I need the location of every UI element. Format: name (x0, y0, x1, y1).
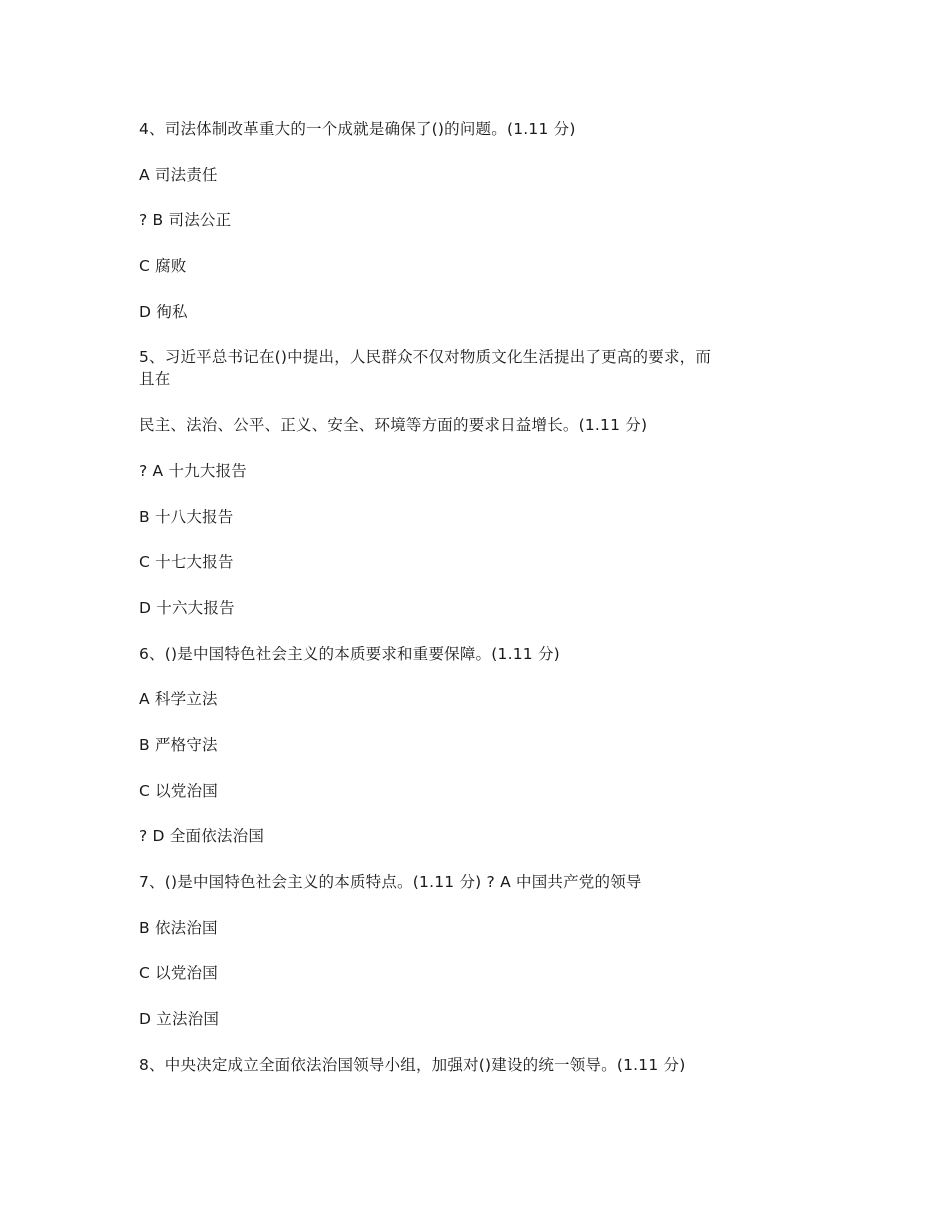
question-7-option-c: C 以党治国 (139, 964, 218, 983)
question-5-text-line-3: 民主、法治、公平、正义、安全、环境等方面的要求日益增长。(1.11 分) (139, 416, 648, 435)
question-list (139, 118, 819, 1099)
question-7-option-b: B 依法治国 (139, 918, 218, 937)
question-6-option-c: C 以党治国 (139, 781, 218, 800)
question-7-text: 7、()是中国特色社会主义的本质特点。(1.11 分) ? A 中国共产党的领导 (139, 873, 642, 891)
question-4-option-a: A 司法责任 (139, 165, 218, 184)
question-5-option-d: D 十六大报告 (139, 598, 235, 617)
question-6-option-d: ? D 全面依法治国 (139, 827, 265, 846)
question-4-text: 4、司法体制改革重大的一个成就是确保了()的问题。(1.11 分) (139, 120, 576, 138)
question-7-option-d: D 立法治国 (139, 1010, 220, 1029)
question-8-text: 8、中央决定成立全面依法治国领导小组，加强对()建设的统一领导。(1.11 分) (139, 1055, 686, 1074)
question-4-option-b: ? B 司法公正 (139, 211, 232, 230)
question-6-text: 6、()是中国特色社会主义的本质要求和重要保障。(1.11 分) (139, 644, 560, 663)
question-5-text-line-2: 且在 (139, 370, 171, 389)
question-6-option-a: A 科学立法 (139, 690, 218, 709)
question-5-option-c: C 十七大报告 (139, 553, 234, 572)
question-5-option-a: ? A 十九大报告 (139, 461, 247, 480)
question-6-option-b: B 严格守法 (139, 735, 218, 754)
question-4-option-d: D 徇私 (139, 302, 188, 321)
question-5-text-line-1: 5、习近平总书记在()中提出，人民群众不仅对物质文化生活提出了更高的要求，而 (139, 348, 712, 367)
question-4-option-c: C 腐败 (139, 257, 187, 276)
question-5-option-b: B 十八大报告 (139, 507, 234, 526)
